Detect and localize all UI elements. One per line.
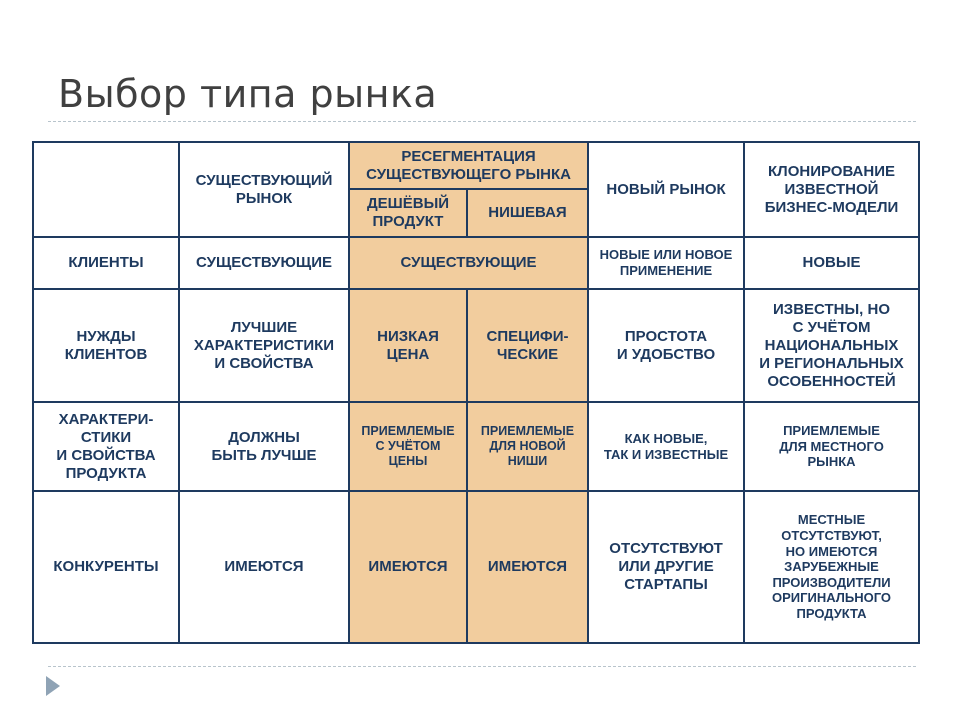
needs-cheap: НИЗКАЯ ЦЕНА (349, 289, 467, 402)
slide-title: Выбор типа рынка (58, 72, 438, 116)
clients-new-market: НОВЫЕ ИЛИ НОВОЕ ПРИМЕНЕНИЕ (588, 237, 744, 289)
competitors-existing: ИМЕЮТСЯ (179, 491, 349, 643)
footer-divider (48, 666, 916, 667)
header-existing-market: СУЩЕСТВУЮЩИЙ РЫНОК (179, 142, 349, 237)
header-niche: НИШЕВАЯ (467, 189, 588, 237)
clients-resegmentation: СУЩЕСТВУЮЩИЕ (349, 237, 588, 289)
features-cheap: ПРИЕМЛЕМЫЕ С УЧЁТОМ ЦЕНЫ (349, 402, 467, 491)
competitors-niche: ИМЕЮТСЯ (467, 491, 588, 643)
needs-cloning: ИЗВЕСТНЫ, НО С УЧЁТОМ НАЦИОНАЛЬНЫХ И РЕГИОНАЛЬНЫХ ОСОБЕННОСТЕЙ (744, 289, 919, 402)
needs-existing: ЛУЧШИЕ ХАРАКТЕРИСТИКИ И СВОЙСТВА (179, 289, 349, 402)
header-blank-cell (33, 142, 179, 237)
market-type-table (32, 141, 920, 644)
clients-cloning: НОВЫЕ (744, 237, 919, 289)
competitors-cloning: МЕСТНЫЕ ОТСУТСТВУЮТ, НО ИМЕЮТСЯ ЗАРУБЕЖНЫЕ ПРОИЗВОДИТЕЛИ ОРИГИНАЛЬНОГО ПРОДУКТА (744, 491, 919, 643)
competitors-cheap: ИМЕЮТСЯ (349, 491, 467, 643)
clients-existing: СУЩЕСТВУЮЩИЕ (179, 237, 349, 289)
features-niche: ПРИЕМЛЕМЫЕ ДЛЯ НОВОЙ НИШИ (467, 402, 588, 491)
triangle-bullet-icon (46, 676, 60, 696)
header-new-market: НОВЫЙ РЫНОК (588, 142, 744, 237)
header-cheap-product: ДЕШЁВЫЙ ПРОДУКТ (349, 189, 467, 237)
row-label-competitors: КОНКУРЕНТЫ (33, 491, 179, 643)
features-new-market: КАК НОВЫЕ, ТАК И ИЗВЕСТНЫЕ (588, 402, 744, 491)
title-divider (48, 121, 916, 122)
row-label-needs: НУЖДЫ КЛИЕНТОВ (33, 289, 179, 402)
row-label-features: ХАРАКТЕРИ- СТИКИ И СВОЙСТВА ПРОДУКТА (33, 402, 179, 491)
header-cloning: КЛОНИРОВАНИЕ ИЗВЕСТНОЙ БИЗНЕС-МОДЕЛИ (744, 142, 919, 237)
needs-niche: СПЕЦИФИ- ЧЕСКИЕ (467, 289, 588, 402)
row-label-clients: КЛИЕНТЫ (33, 237, 179, 289)
competitors-new-market: ОТСУТСТВУЮТ ИЛИ ДРУГИЕ СТАРТАПЫ (588, 491, 744, 643)
features-cloning: ПРИЕМЛЕМЫЕ ДЛЯ МЕСТНОГО РЫНКА (744, 402, 919, 491)
needs-new-market: ПРОСТОТА И УДОБСТВО (588, 289, 744, 402)
header-resegmentation: РЕСЕГМЕНТАЦИЯ СУЩЕСТВУЮЩЕГО РЫНКА (349, 142, 588, 189)
features-existing: ДОЛЖНЫ БЫТЬ ЛУЧШЕ (179, 402, 349, 491)
